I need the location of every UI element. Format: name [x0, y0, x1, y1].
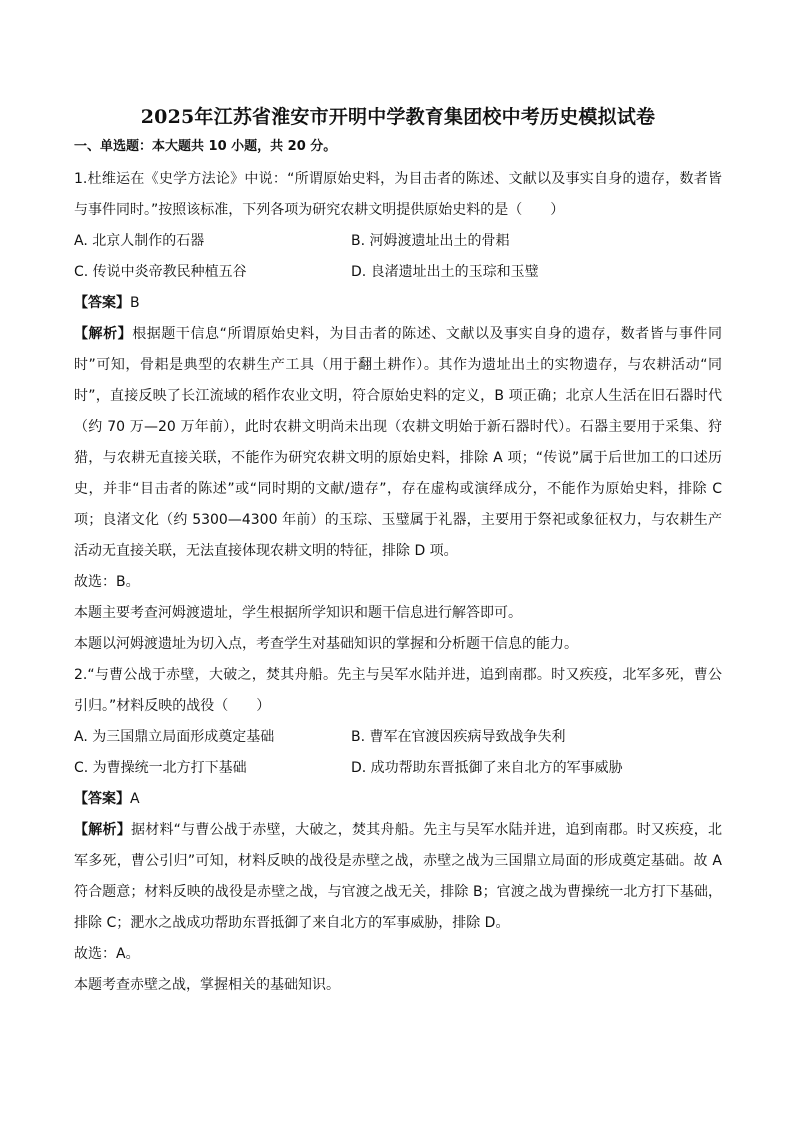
section-heading: 一、单选题：本大题共 10 小题，共 20 分。 [74, 139, 337, 154]
analysis-paragraph [74, 319, 722, 567]
note: 本题主要考查河姆渡遗址，学生根据所学知识和题干信息进行解答即可。 [74, 605, 522, 621]
answer-tag: 【答案】 [74, 791, 130, 807]
conclusion: 故选：A。 [74, 946, 140, 962]
analysis-tag: 【解析】 [74, 326, 133, 342]
question-stem: 2.“与曹公战于赤壁，大破之，焚其舟船。先主与吴军水陆并进，追到南郡。时又疾疫，北军多死，曹公引归。”材料反映的战役（ ） [74, 667, 722, 714]
option-a: A. 为三国鼎立局面形成奠定基础 [74, 729, 275, 745]
question-stem: 1.杜维运在《史学方法论》中说：“所谓原始史料，为目击者的陈述、文献以及事实自身的遗存，数者皆与事件同时。”按照该标准，下列各项为研究农耕文明提供原始史料的是（ ） [74, 171, 722, 218]
option-a: A. 北京人制作的石器 [74, 233, 205, 249]
options-grid [74, 722, 722, 784]
analysis-paragraph [74, 815, 722, 939]
conclusion: 故选：B。 [74, 574, 140, 590]
answer-line [74, 288, 722, 319]
note: 本题考查赤壁之战，掌握相关的基础知识。 [74, 977, 340, 993]
question-1 [74, 164, 722, 660]
question-2 [74, 660, 722, 1001]
note: 本题以河姆渡遗址为切入点，考查学生对基础知识的掌握和分析题干信息的能力。 [74, 636, 578, 652]
page-title: 2025年江苏省淮安市开明中学教育集团校中考历史模拟试卷 [140, 106, 656, 128]
option-b: B. 河姆渡遗址出土的骨耜 [351, 233, 510, 249]
answer-value: A [130, 791, 140, 807]
option-d: D. 成功帮助东晋抵御了来自北方的军事威胁 [351, 760, 623, 776]
answer-value: B [130, 295, 140, 311]
option-b: B. 曹军在官渡因疾病导致战争失利 [351, 729, 566, 745]
option-c: C. 传说中炎帝教民种植五谷 [74, 264, 247, 280]
option-d: D. 良渚遗址出土的玉琮和玉璧 [351, 264, 539, 280]
analysis-text: 据材料“与曹公战于赤壁，大破之，焚其舟船。先主与吴军水陆并进，追到南郡。时又疾疫，北军多死，曹公引归”可知，材料反映的战役是赤壁之战，赤壁之战为三国鼎立局面的形成奠定基础。故 A 符合题意；材料反映的战役是赤壁之战，与官渡之战无关，排除 B；官渡之战为曹操统一北方打下基础，排除 C；淝水之战成功帮助东晋抵御了来自北方的军事威胁，排除 D。 [74, 822, 722, 931]
answer-tag: 【答案】 [74, 295, 130, 311]
analysis-tag: 【解析】 [74, 822, 131, 838]
options-grid [74, 226, 722, 288]
option-c: C. 为曹操统一北方打下基础 [74, 760, 247, 776]
analysis-text: 根据题干信息“所谓原始史料，为目击者的陈述、文献以及事实自身的遗存，数者皆与事件同时”可知，骨耜是典型的农耕生产工具（用于翻土耕作）。其作为遗址出土的实物遗存，与农耕活动“同时”，直接反映了长江流域的稻作农业文明，符合原始史料的定义，B 项正确；北京人生活在旧石器时代（约 70 万—20 万年前），此时农耕文明尚未出现（农耕文明始于新石器时代）。石器主要用于采集、狩猎，与农耕无直接关联，不能作为研究农耕文明的原始史料，排除 A 项；“传说”属于后世加工的口述历史，并非“目击者的陈述”或“同时期的文献/遗存”，存在虚构或演绎成分，不能作为原始史料，排除 C 项；良渚文化（约 5300—4300 年前）的玉琮、玉璧属于礼器，主要用于祭祀或象征权力，与农耕生产活动无直接关联，无法直接体现农耕文明的特征，排除 D 项。 [74, 326, 722, 559]
answer-line [74, 784, 722, 815]
